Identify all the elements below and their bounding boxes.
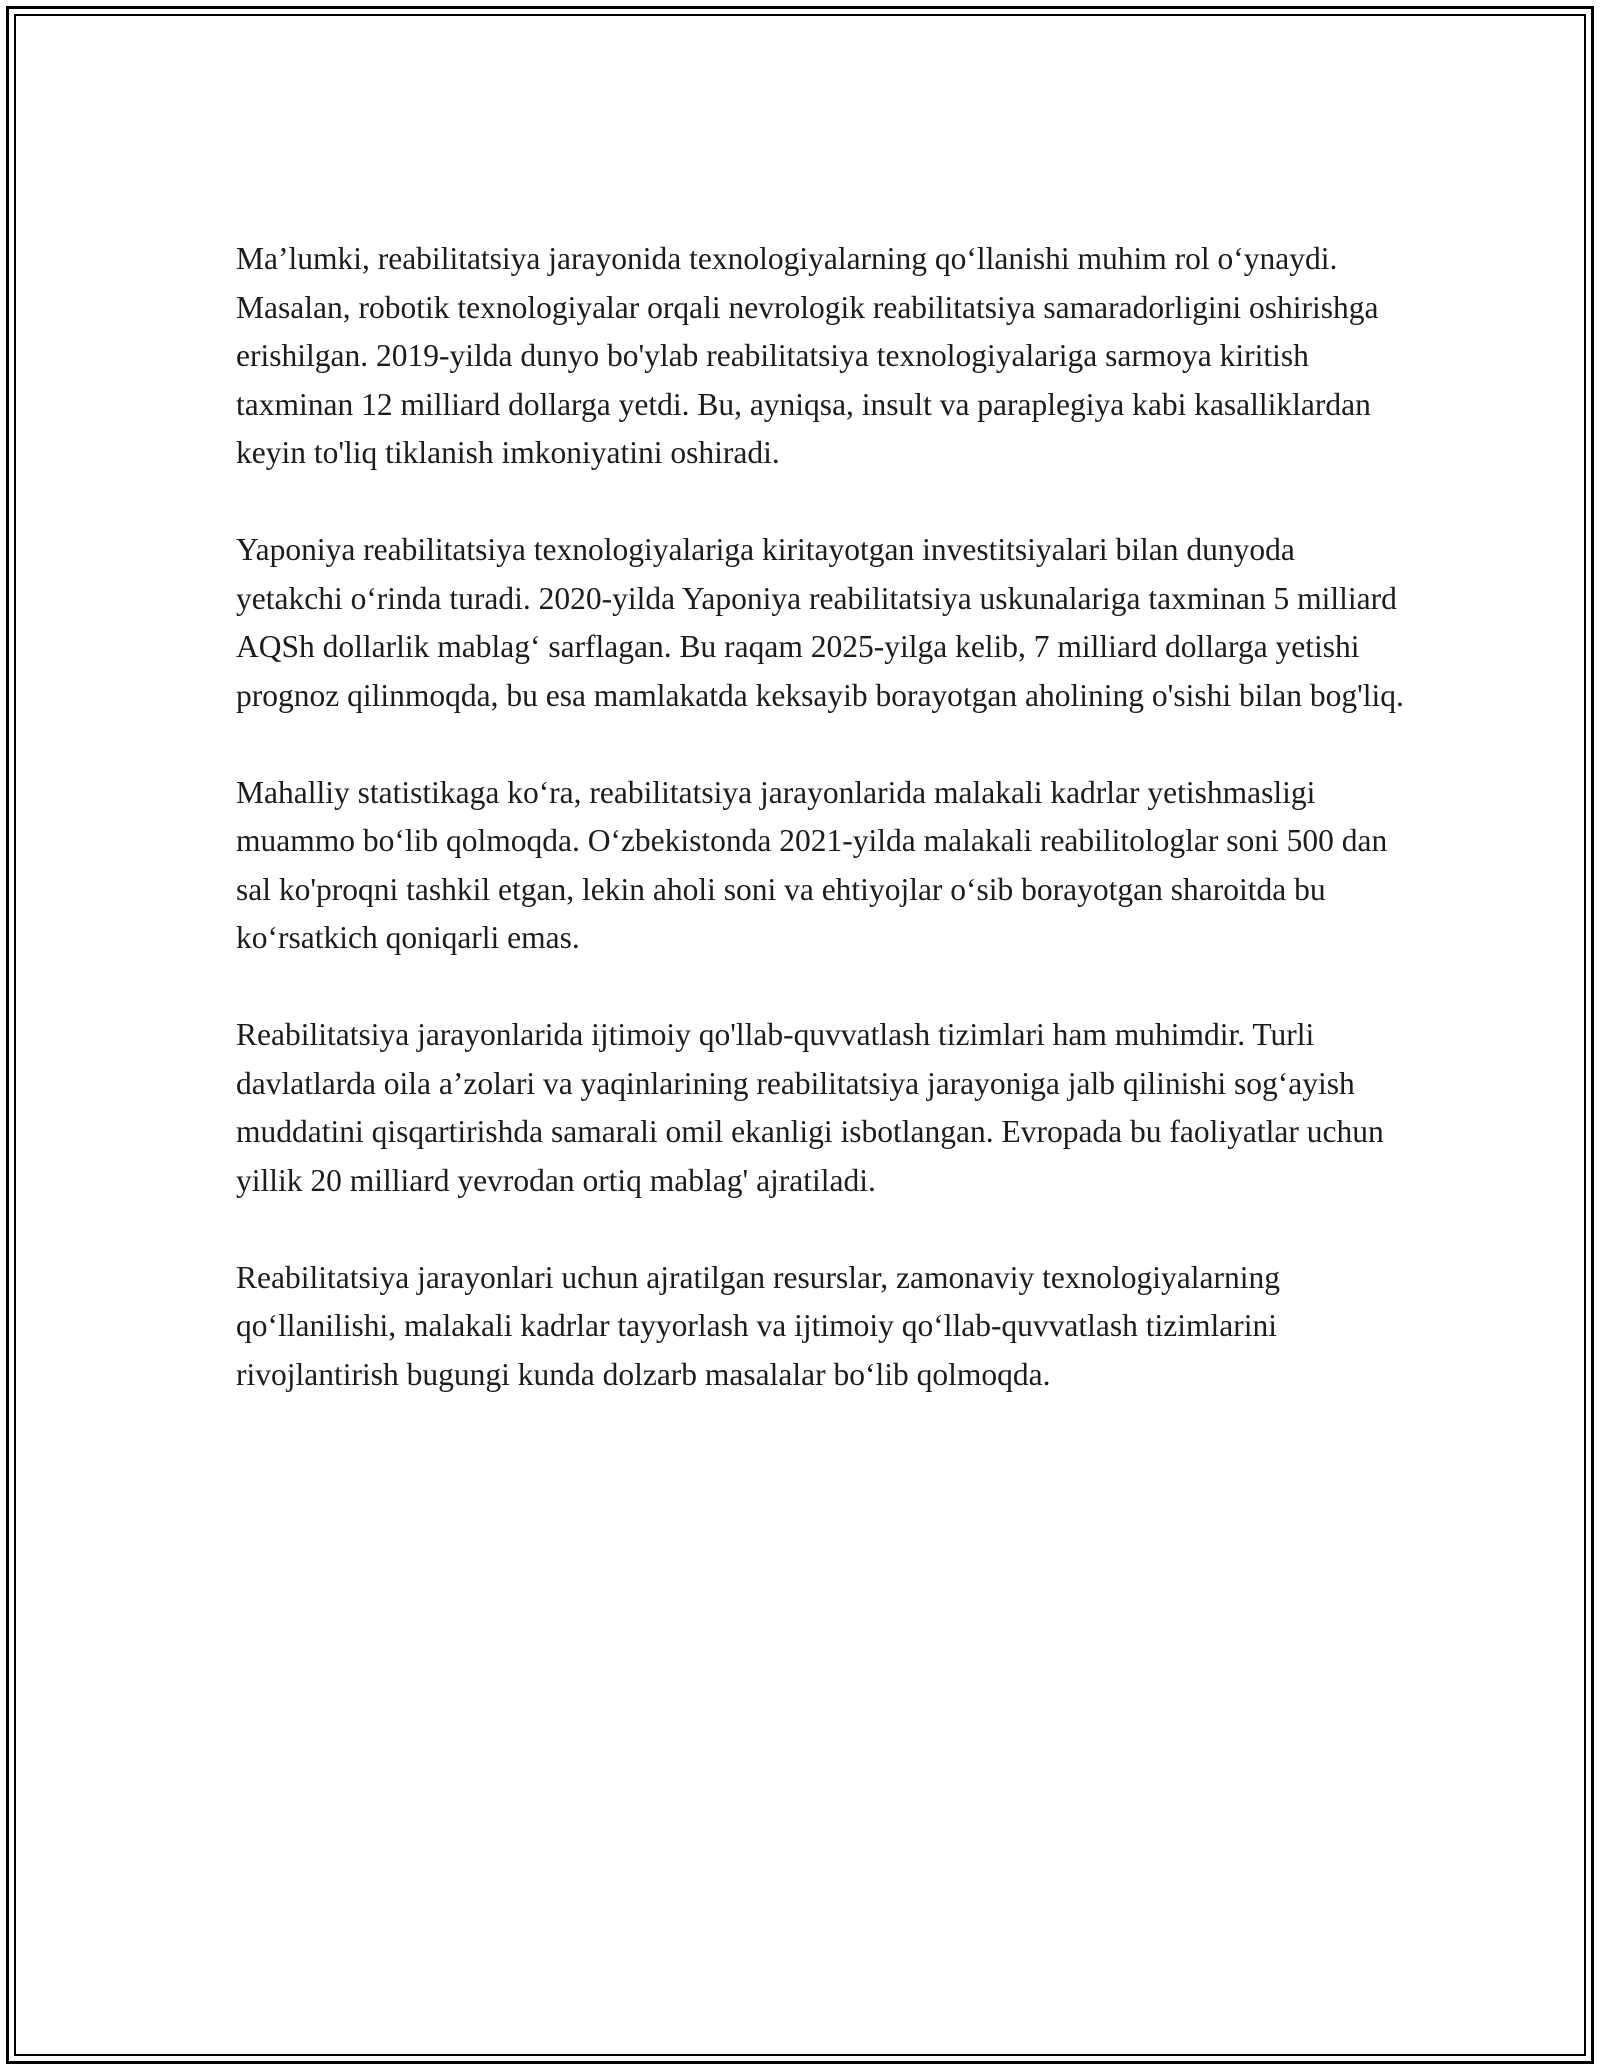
paragraph-rehab-technology: Ma’lumki, reabilitatsiya jarayonida texnologiyalarning qo‘llanishi muhim rol o‘ynaydi. Masalan, robotik texnologiyalar orqali nevrologik reabilitatsiya samaradorligini oshirishga erishilgan. 2019-yilda dunyo bo'ylab reabilitatsiya texnologiyalariga sarmoya kiritish taxminan 12 milliard dollarga yetdi. Bu, ayniqsa, insult va paraplegiya kabi kasalliklardan keyin to'liq tiklanish imkoniyatini oshiradi.: [236, 241, 1379, 470]
paragraph-japan-investment: Yaponiya reabilitatsiya texnologiyalariga kiritayotgan investitsiyalari bilan dunyoda yetakchi o‘rinda turadi. 2020-yilda Yaponiya reabilitatsiya uskunalariga taxminan 5 milliard AQSh dollarlik mablag‘ sarflagan. Bu raqam 2025-yilga kelib, 7 milliard dollarga yetishi prognoz qilinmoqda, bu esa mamlakatda keksayib borayotgan aholining o'sishi bilan bog'liq.: [236, 532, 1404, 713]
paragraph-conclusion: Reabilitatsiya jarayonlari uchun ajratilgan resurslar, zamonaviy texnologiyalarning qo‘llanilishi, malakali kadrlar tayyorlash va ijtimoiy qo‘llab-quvvatlash tizimlarini rivojlantirish bugungi kunda dolzarb masalalar bo‘lib qolmoqda.: [236, 1259, 1281, 1392]
paragraph-local-statistics: Mahalliy statistikaga ko‘ra, reabilitatsiya jarayonlarida malakali kadrlar yetishmasligi muammo bo‘lib qolmoqda. O‘zbekistonda 2021-yilda malakali reabilitologlar soni 500 dan sal ko'proqni tashkil etgan, lekin aholi soni va ehtiyojlar o‘sib borayotgan sharoitda bu ko‘rsatkich qoniqarli emas.: [236, 774, 1388, 955]
document-body: [236, 235, 1406, 1399]
paragraph-social-support: Reabilitatsiya jarayonlarida ijtimoiy qo'llab-quvvatlash tizimlari ham muhimdir. Turli davlatlarda oila a’zolari va yaqinlarining reabilitatsiya jarayoniga jalb qilinishi sog‘ayish muddatini qisqartirishda samarali omil ekanligi isbotlangan. Evropada bu faoliyatlar uchun yillik 20 milliard yevrodan ortiq mablag' ajratiladi.: [236, 1017, 1384, 1198]
